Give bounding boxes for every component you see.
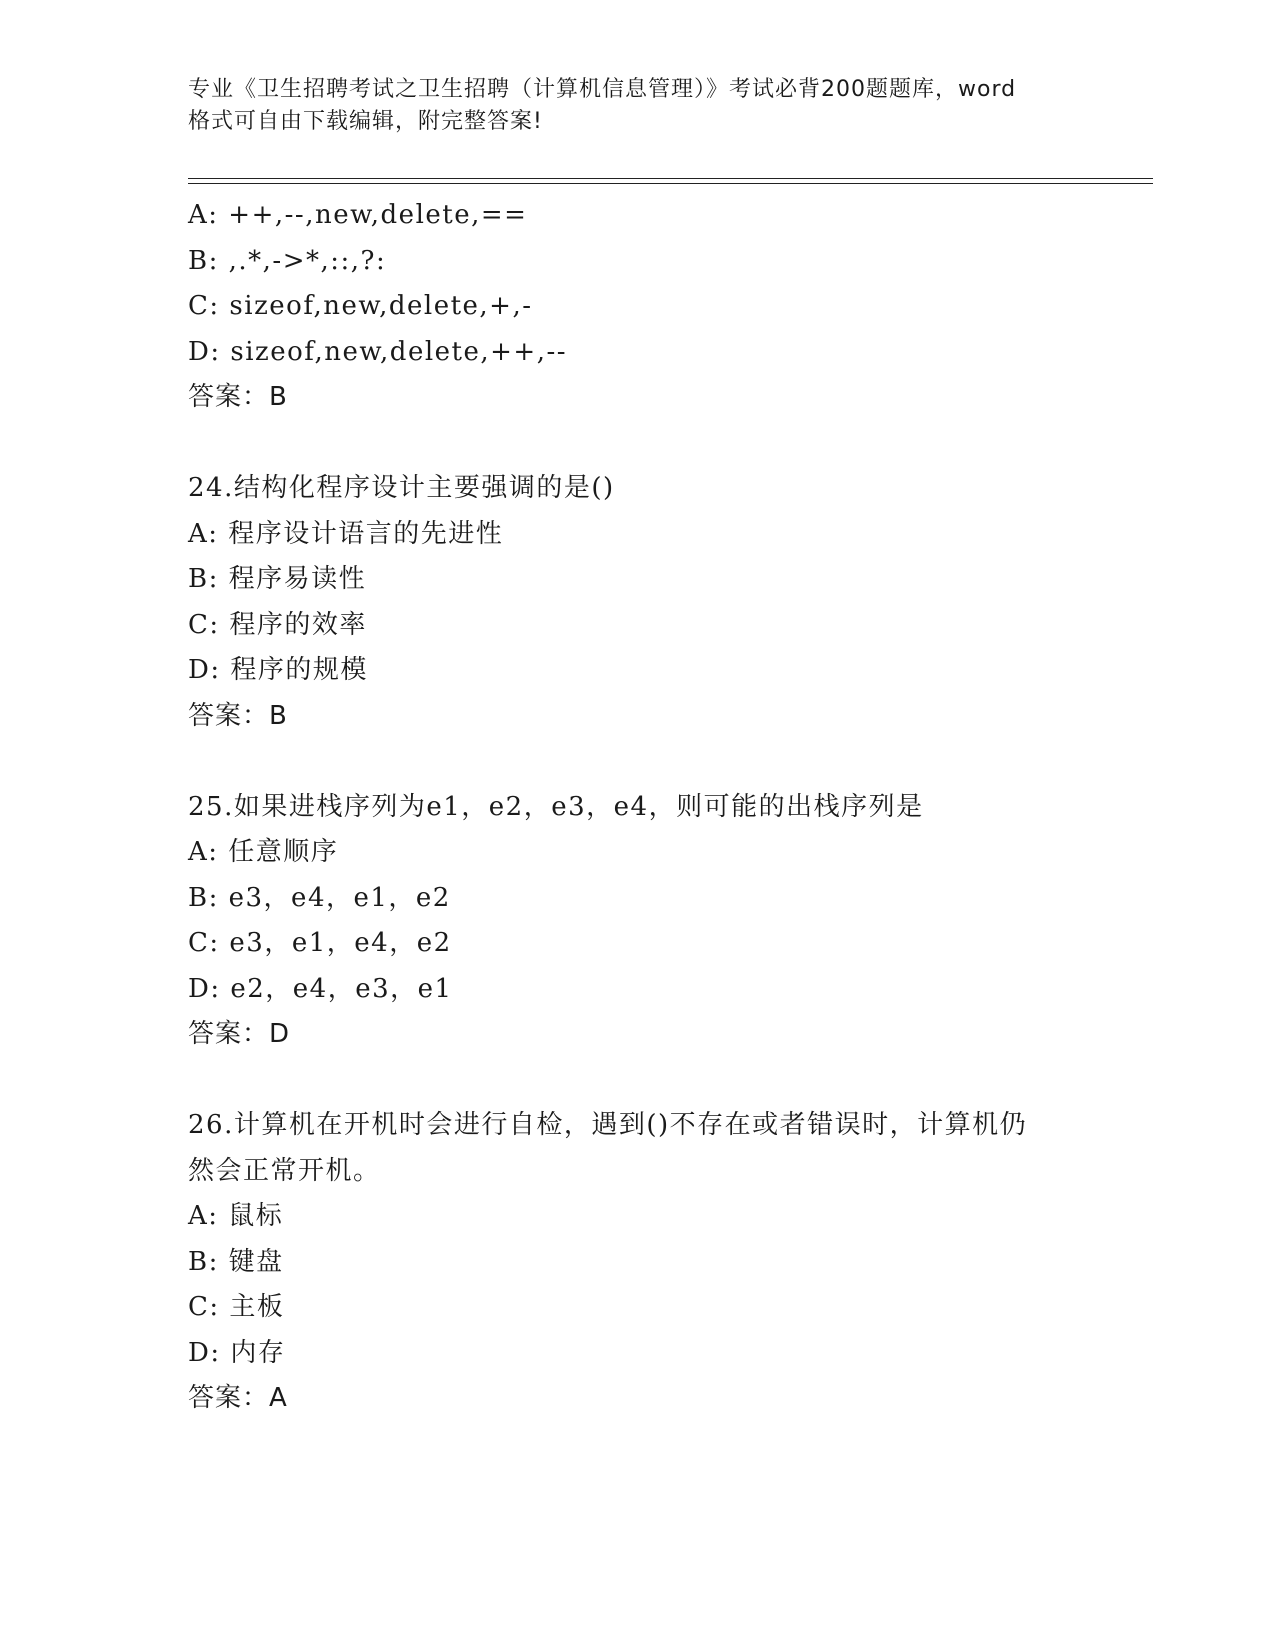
header-divider-top: [188, 178, 1153, 179]
answer-line: 答案：B: [188, 700, 288, 731]
option-b: B: ,.*,->*,::,?:: [188, 245, 387, 276]
question-text-line-2: 然会正常开机。: [188, 1155, 381, 1186]
question-text: 25.如果进栈序列为e1，e2，e3，e4，则可能的出栈序列是: [188, 791, 924, 822]
option-b: B: 键盘: [188, 1246, 284, 1277]
question-23: [188, 193, 1128, 421]
question-24: [188, 466, 1128, 739]
option-a: A: ++,--,new,delete,==: [188, 200, 528, 230]
option-a: A: 任意顺序: [188, 837, 339, 867]
option-d: D: sizeof,new,delete,++,--: [188, 336, 568, 367]
header-line-1: 专业《卫生招聘考试之卫生招聘（计算机信息管理）》考试必背200题题库，word: [188, 77, 1017, 102]
spacer: [188, 421, 1128, 467]
spacer: [188, 739, 1128, 785]
header-divider-bottom: [188, 183, 1153, 184]
option-a: A: 程序设计语言的先进性: [188, 518, 504, 549]
answer-line: 答案：B: [188, 382, 288, 412]
option-c: C: 程序的效率: [188, 609, 367, 640]
question-list: [188, 193, 1128, 1422]
option-a: A: 鼠标: [188, 1201, 284, 1231]
spacer: [188, 1058, 1128, 1104]
option-b: B: 程序易读性: [188, 564, 367, 594]
option-c: C: e3，e1，e4，e2: [188, 928, 452, 958]
option-c: C: 主板: [188, 1292, 285, 1322]
question-text-line-1: 26.计算机在开机时会进行自检，遇到()不存在或者错误时，计算机仍: [188, 1110, 1028, 1140]
option-d: D: 内存: [188, 1337, 286, 1368]
option-d: D: e2，e4，e3，e1: [188, 973, 453, 1004]
option-d: D: 程序的规模: [188, 655, 368, 685]
answer-line: 答案：D: [188, 1019, 291, 1049]
option-c: C: sizeof,new,delete,+,-: [188, 291, 533, 321]
option-b: B: e3，e4，e1，e2: [188, 882, 451, 913]
document-header: [188, 74, 1088, 138]
question-25: [188, 785, 1128, 1058]
question-text: 24.结构化程序设计主要强调的是(): [188, 473, 615, 503]
header-line-2: 格式可自由下载编辑，附完整答案!: [188, 109, 543, 134]
answer-line: 答案：A: [188, 1383, 288, 1413]
question-26: [188, 1103, 1128, 1422]
